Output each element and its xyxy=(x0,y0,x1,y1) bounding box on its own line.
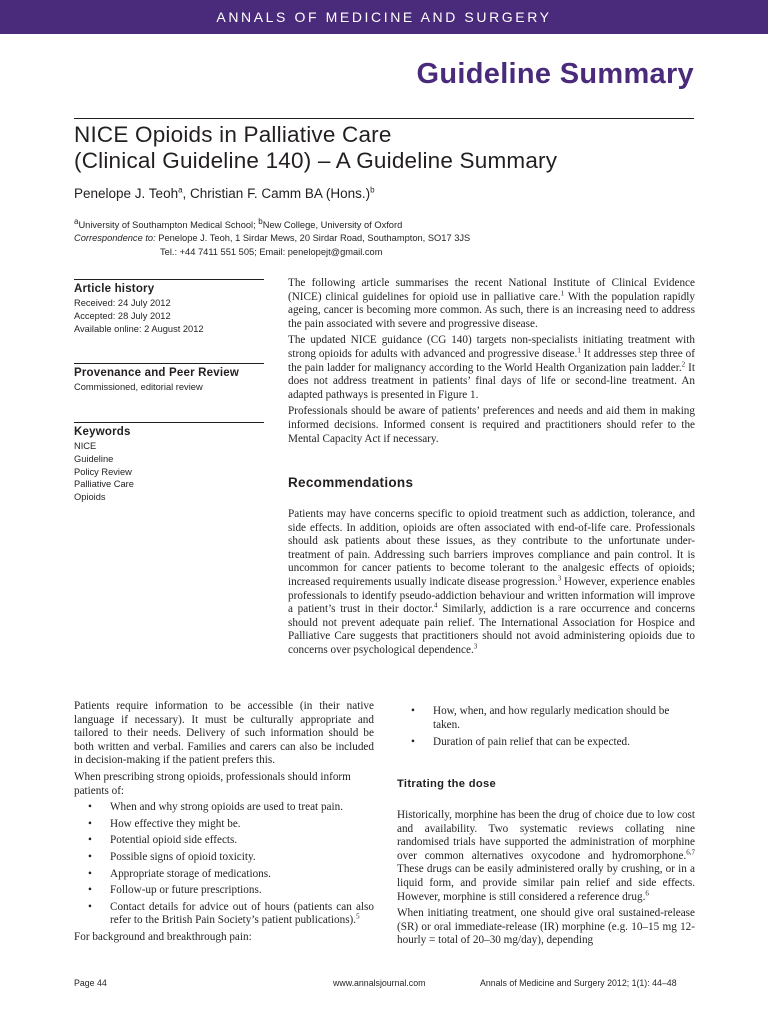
list-item xyxy=(74,818,374,832)
patient-information-section xyxy=(74,700,374,948)
correspondence-label: Correspondence to: xyxy=(74,233,156,244)
list-text: Potential opioid side effects. xyxy=(110,834,238,847)
received-date: Received: 24 July 2012 xyxy=(74,298,171,308)
citation-ref: 5 xyxy=(356,912,360,921)
keywords-heading: Keywords xyxy=(74,426,131,438)
bullet-icon: • xyxy=(88,817,92,830)
affil-mark-a: a xyxy=(74,216,79,226)
text-run: With the population rapidly ageing, cancer is becoming more common. As such, there is an increasing need to address the pain associated with severe and progressive disease. xyxy=(288,290,695,330)
list-text: Appropriate storage of medications. xyxy=(110,867,271,880)
bullet-icon: • xyxy=(88,850,92,863)
list-text: Contact details for advice out of hours (patients can also refer to the British Pain Society’s patient publications). xyxy=(110,900,374,927)
keyword: Policy Review xyxy=(74,466,132,477)
text-run: Similarly, addiction is a rare occurrence and concerns should not prevent adequate pain relief. The International Association for Hospice and Palliative Care suggests that practitioners should not avoid administering opioids due to concerns over psychological dependence. xyxy=(288,603,695,656)
article-title xyxy=(74,122,714,174)
online-date: Available online: 2 August 2012 xyxy=(74,323,204,334)
list-item xyxy=(74,868,374,882)
list-item xyxy=(74,884,374,898)
affil-b: New College, University of Oxford xyxy=(262,220,403,230)
titrating-paragraph xyxy=(397,809,695,904)
text-run: Patients may have concerns specific to opioid treatment such as addiction, tolerance, and side effects. In addition, opioids are often associated with end-of-life care. Professionals should ask patients about these issues, as they contribute to the unfortunate under-treatment of pain. Addressing such barriers improves compliance and pain control. It is uncommon for cancer patients to become tolerant to the analgesic effects of opioids; increased requirements usually indicate disease progression. xyxy=(288,508,695,588)
list-item xyxy=(74,851,374,865)
keyword: NICE xyxy=(74,441,97,451)
info-paragraph: When prescribing strong opioids, professionals should inform patients of: xyxy=(74,770,351,797)
text-run: Historically, morphine has been the drug of choice due to low cost and availability. Two systematic reviews collating nine randomised trials have supported the administration of morphine over common alternatives oxycodone and hydromorphone. xyxy=(397,809,695,862)
divider xyxy=(74,279,264,280)
titrating-heading: Titrating the dose xyxy=(397,778,497,790)
author-2-affil-mark: b xyxy=(370,185,375,195)
keyword: Palliative Care xyxy=(74,479,134,490)
bullet-icon: • xyxy=(88,867,92,880)
affiliations xyxy=(74,216,634,259)
author-1-affil-mark: a xyxy=(178,185,183,195)
breakthrough-list-section xyxy=(397,705,695,753)
correspondence-address: Penelope J. Teoh, 1 Sirdar Mews, 20 Sirdar Road, Southampton, SO17 3JS xyxy=(155,233,471,244)
list-text: How, when, and how regularly medication should be taken. xyxy=(433,705,670,731)
author-2: , Christian F. Camm BA (Hons.) xyxy=(182,186,371,201)
article-history xyxy=(74,279,264,335)
title-line-2: (Clinical Guideline 140) – A Guideline Summary xyxy=(74,148,558,173)
citation-ref: 3 xyxy=(473,642,478,651)
bullet-icon: • xyxy=(411,705,415,717)
list-item xyxy=(74,901,374,928)
list-text: How effective they might be. xyxy=(110,817,241,830)
provenance-heading: Provenance and Peer Review xyxy=(74,367,239,379)
breakthrough-list xyxy=(397,705,695,750)
affiliation-line xyxy=(74,216,403,230)
author-list xyxy=(74,186,375,201)
affil-mark-b: b xyxy=(258,216,263,226)
titrating-paragraph: When initiating treatment, one should give oral sustained-release (SR) or oral immediate-release (IR) morphine (e.g. 10–15 mg 12-hourly = total of 20–30 mg/day), depending xyxy=(397,907,695,947)
text-run: These drugs can be easily administered orally by crushing, or in a liquid form, and provide similar pain relief and side effects. However, morphine is still considered a reference drug. xyxy=(397,863,695,903)
provenance-block xyxy=(74,363,264,394)
list-item xyxy=(74,801,374,815)
bullet-icon: • xyxy=(411,736,415,749)
intro-paragraph xyxy=(288,334,695,402)
bullet-icon: • xyxy=(88,900,92,913)
author-1: Penelope J. Teoh xyxy=(74,186,179,201)
intro-paragraph xyxy=(288,277,695,331)
bullet-icon: • xyxy=(88,801,92,814)
accepted-date: Accepted: 28 July 2012 xyxy=(74,310,171,321)
bullet-icon: • xyxy=(88,834,92,847)
divider xyxy=(74,363,264,364)
info-paragraph: Patients require information to be accessible (in their native language if necessary). It must be culturally appropriate and tailored to their needs. Delivery of such information should be both written and verbal. Families and carers can also be included in decision-making if the patient prefers this. xyxy=(74,700,374,767)
text-run: The following article summarises the recent National Institute of Clinical Evidence (NICE) clinical guidelines for opioid use in palliative care. xyxy=(288,277,695,303)
list-text: Duration of pain relief that can be expected. xyxy=(433,736,630,749)
list-item xyxy=(397,705,695,732)
journal-citation: Annals of Medicine and Surgery 2012; 1(1): 44–48 xyxy=(480,978,677,988)
correspondence-contact: Tel.: +44 7411 551 505; Email: penelopejt@gmail.com xyxy=(160,246,383,257)
recommendations-section xyxy=(288,508,695,661)
bullet-icon: • xyxy=(88,884,92,897)
divider xyxy=(74,422,264,423)
journal-banner xyxy=(0,0,768,34)
keyword-list xyxy=(74,440,264,504)
citation-ref: 6 xyxy=(645,888,649,897)
info-paragraph: For background and breakthrough pain: xyxy=(74,930,252,943)
page-number: Page 44 xyxy=(74,978,107,988)
list-item xyxy=(397,736,695,750)
header-divider xyxy=(74,118,694,119)
affil-a: University of Southampton Medical School; xyxy=(78,220,259,230)
title-line-1: NICE Opioids in Palliative Care xyxy=(74,122,392,147)
keywords-block xyxy=(74,422,264,504)
citation-ref: 2 xyxy=(681,359,686,368)
citation-ref: 3 xyxy=(557,574,562,583)
list-text: Follow-up or future prescriptions. xyxy=(110,884,262,897)
citation-ref: 4 xyxy=(434,601,438,610)
inform-list xyxy=(74,801,374,928)
recommendations-paragraph xyxy=(288,508,695,658)
titrating-section xyxy=(397,809,695,951)
intro-section xyxy=(288,277,695,449)
keyword: Guideline xyxy=(74,453,114,464)
text-run: However, experience enables professionals to identify pseudo-addiction behaviour and written information will improve a patient’s trust in their doctor. xyxy=(288,575,696,616)
text-run: It does not address treatment in patients’ final days of life or second-line treatment. An adapted pathways is presented in Figure 1. xyxy=(288,361,696,401)
text-run: It addresses step three of the pain ladder for malignancy according to the World Health Organization pain ladder. xyxy=(288,347,696,374)
citation-ref: 1 xyxy=(577,346,581,355)
journal-url: www.annalsjournal.com xyxy=(333,978,426,988)
provenance-text: Commissioned, editorial review xyxy=(74,382,203,392)
list-text: Possible signs of opioid toxicity. xyxy=(110,850,256,863)
citation-ref: 6,7 xyxy=(686,848,695,857)
keyword: Opioids xyxy=(74,492,106,503)
intro-paragraph: Professionals should be aware of patients’ preferences and needs and aid them in making informed decisions. Informed consent is required and practitioners should refer to the Mental Capacity Act if necessary. xyxy=(288,405,695,445)
section-title: Guideline Summary xyxy=(416,58,694,90)
article-history-heading: Article history xyxy=(74,283,155,295)
citation-ref: 1 xyxy=(560,288,565,297)
recommendations-heading: Recommendations xyxy=(288,475,414,490)
list-text: When and why strong opioids are used to treat pain. xyxy=(110,801,344,814)
list-item xyxy=(74,834,374,848)
journal-name: ANNALS OF MEDICINE AND SURGERY xyxy=(216,9,552,25)
text-run: The updated NICE guidance (CG 140) targets non-specialists initiating treatment with strong opioids for adults with advanced and progressive disease. xyxy=(288,334,695,360)
